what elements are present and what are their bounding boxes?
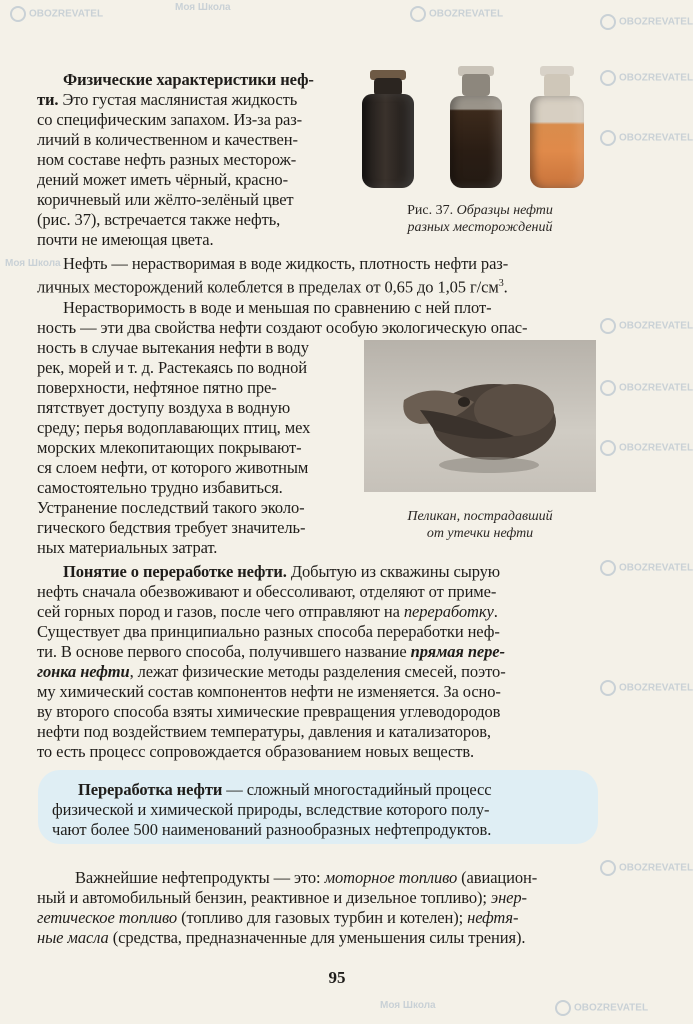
para3-line: ность в случае вытекания нефти в воду: [37, 338, 309, 357]
section2-line: то есть процесс сопровождается образованием новых веществ.: [37, 742, 475, 761]
definition-line-1: Переработка нефти — сложный многостадийный процесс: [78, 780, 492, 799]
oiled-pelican-photo: [364, 340, 596, 492]
section2-line: Существует два принципиально разных способа переработки неф-: [37, 622, 500, 641]
para3-line: поверхности, нефтяное пятно пре-: [37, 378, 277, 397]
watermark-logo-icon: [10, 6, 26, 22]
definition-term: Переработка нефти: [78, 780, 223, 799]
para3-line: ся слоем нефти, от которого животным: [37, 458, 309, 477]
watermark-logo-icon: [600, 130, 616, 146]
section1-line: ном составе нефть разных месторож-: [37, 150, 297, 169]
definition-line: чают более 500 наименований разнообразных нефтепродуктов.: [52, 820, 492, 839]
section2-line-6: гонка нефти, лежат физические методы разделения смесей, поэто-: [37, 662, 506, 681]
watermark-logo-icon: [600, 14, 616, 30]
section2-line: нефти под воздействием температуры, давления и катализаторов,: [37, 722, 491, 741]
section3-line-2: ный и автомобильный бензин, реактивное и дизельное топливо); энер-: [37, 888, 527, 907]
section2-line: нефть сначала обезвоживают и обессоливают, отделяют от приме-: [37, 582, 497, 601]
section1-line: коричневый или жёлто-зелёный цвет: [37, 190, 294, 209]
watermark-logo-icon: [600, 860, 616, 876]
section2-line-3: сей горных пород и газов, после чего отправляют на переработку.: [37, 602, 498, 621]
section1-line: почти не имеющая цвета.: [37, 230, 214, 249]
para3-line: ность — эти два свойства нефти создают особую экологическую опас-: [37, 318, 528, 337]
watermark: OBOZREVATEL: [600, 14, 693, 30]
section3-line-1: Важнейшие нефтепродукты — это: моторное топливо (авиацион-: [75, 868, 538, 887]
watermark-logo-icon: [600, 70, 616, 86]
watermark: Моя Школа: [175, 2, 231, 13]
para3-line: ных материальных затрат.: [37, 538, 218, 557]
figure37-caption: Рис. 37. Образцы нефти разных месторождений: [407, 203, 553, 235]
para3-line: гического бедствия требует значитель-: [37, 518, 306, 537]
section1-line: дений может иметь чёрный, красно-: [37, 170, 288, 189]
section2-line: му химический состав компонентов нефти не изменяется. За осно-: [37, 682, 501, 701]
section3-line-4: ные масла (средства, предназначенные для уменьшения силы трения).: [37, 928, 526, 947]
section2-heading: Понятие о переработке нефти.: [63, 562, 287, 581]
section2-line: ву второго способа взяты химические превращения углеводородов: [37, 702, 501, 721]
pelican-caption: Пеликан, пострадавший от утечки нефти: [407, 509, 553, 541]
pelican-illustration: [364, 340, 596, 492]
watermark-logo-icon: [410, 6, 426, 22]
section2-line-1: Понятие о переработке нефти. Добытую из скважины сырую: [63, 562, 501, 581]
section1-line: личий в количественном и качествен-: [37, 130, 298, 149]
watermark-logo-icon: [600, 680, 616, 696]
watermark: OBOZREVATEL: [600, 560, 693, 576]
page-number: 95: [328, 968, 346, 987]
watermark: OBOZREVATEL: [10, 6, 103, 22]
watermark: Моя Школа: [5, 258, 61, 269]
section1-line-2: ти. Это густая маслянистая жидкость: [37, 90, 298, 109]
watermark-logo-icon: [600, 440, 616, 456]
watermark-logo-icon: [555, 1000, 571, 1016]
watermark: OBOZREVATEL: [555, 1000, 648, 1016]
watermark: OBOZREVATEL: [600, 860, 693, 876]
section1-line-1: [63, 70, 314, 90]
para3-line: Нерастворимость в воде и меньшая по сравнению с ней плот-: [63, 298, 492, 317]
para3-line: самостоятельно трудно избавиться.: [37, 478, 283, 497]
para3-line: морских млекопитающих покрывают-: [37, 438, 302, 457]
section2-line-5: ти. В основе первого способа, получившего название прямая пере-: [37, 642, 505, 661]
para3-line: рек, морей и т. д. Растекаясь по водной: [37, 358, 307, 377]
section3-line-3: гетическое топливо (топливо для газовых турбин и котелен); нефтя-: [37, 908, 519, 927]
watermark: OBOZREVATEL: [600, 380, 693, 396]
section1-heading: Физические характеристики неф-: [63, 70, 314, 89]
watermark: OBOZREVATEL: [600, 680, 693, 696]
section1-heading-end: ти.: [37, 90, 59, 109]
para3-line: пятствует доступу воздуха в водную: [37, 398, 291, 417]
watermark: Моя Школа: [380, 1000, 436, 1011]
section1-line: со специфическим запахом. Из-за раз-: [37, 110, 303, 129]
para3-line: Устранение последствий такого эколо-: [37, 498, 305, 517]
watermark-logo-icon: [600, 560, 616, 576]
oil-samples-photo: [358, 62, 598, 194]
para2-line: Нефть — нерастворимая в воде жидкость, плотность нефти раз-: [63, 254, 509, 273]
watermark-logo-icon: [600, 380, 616, 396]
section1-line: (рис. 37), встречается также нефть,: [37, 210, 281, 229]
watermark: OBOZREVATEL: [600, 70, 693, 86]
watermark-logo-icon: [600, 318, 616, 334]
watermark: OBOZREVATEL: [600, 130, 693, 146]
definition-line: физической и химической природы, вследствие которого полу-: [52, 800, 490, 819]
para2-line-2: личных месторождений колеблется в пределах от 0,65 до 1,05 $г/см^3$.: [37, 277, 508, 297]
watermark: OBOZREVATEL: [410, 6, 503, 22]
para3-line: среду; перья водоплавающих птиц, мех: [37, 418, 311, 437]
watermark: OBOZREVATEL: [600, 440, 693, 456]
watermark: OBOZREVATEL: [600, 318, 693, 334]
